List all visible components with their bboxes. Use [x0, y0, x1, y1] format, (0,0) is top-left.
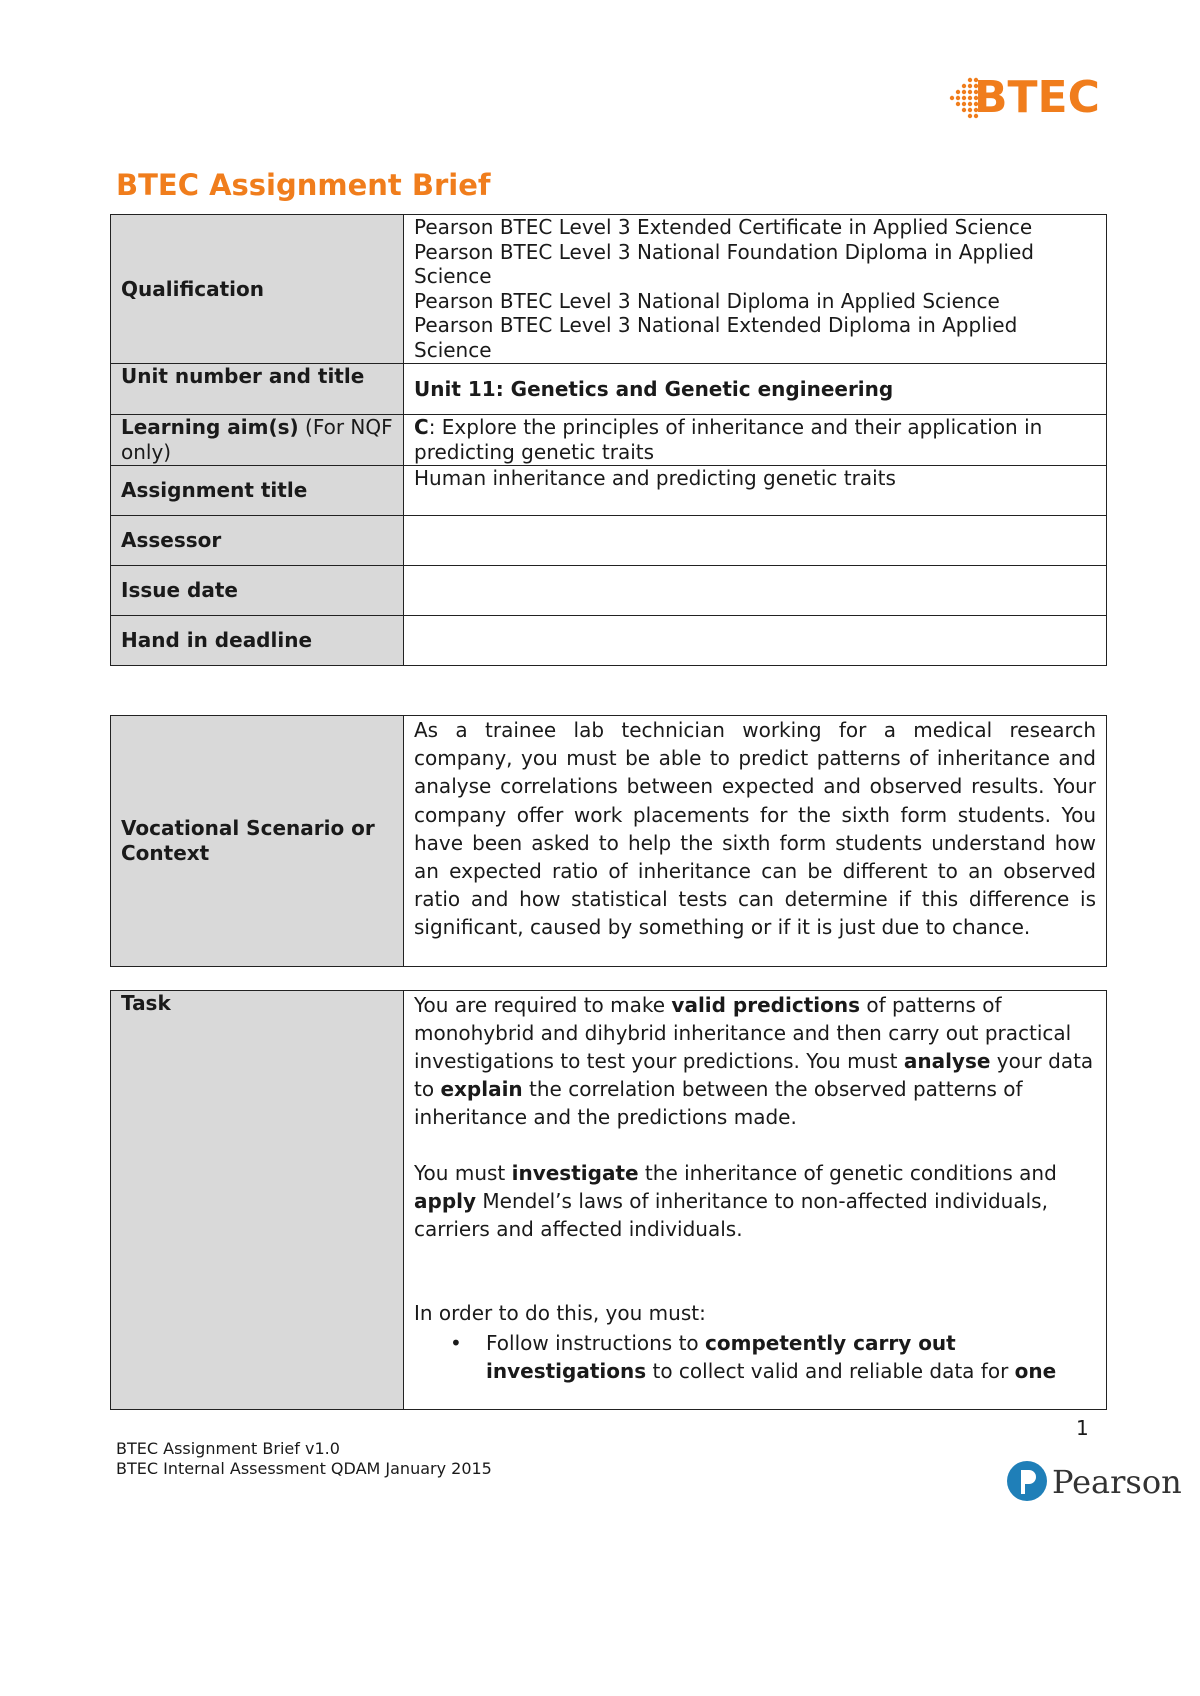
qualification-line: Pearson BTEC Level 3 National Foundation Diploma in Applied Science — [414, 239, 1034, 288]
task-p2-text: You must — [414, 1161, 512, 1185]
spacer — [414, 1243, 1096, 1299]
btec-logo — [948, 72, 1100, 124]
row-task — [111, 991, 1107, 1410]
row-assignment-title — [111, 466, 1107, 516]
scenario-text: As a trainee lab technician working for a medical research company, you must be able to predict patterns of inheritance and analyse correlations between expected and observed results. Your company offer work placements for the sixth form students. You have been asked to help the sixth form students understand how an expected ratio of inheritance can be different to an observed ratio and how statistical tests can determine if this difference is significant, caused by something or if it is just due to chance. — [404, 716, 1107, 967]
assessor-label: Assessor — [111, 516, 404, 566]
task-p1-text: the correlation between the observed patterns of inheritance and the predictions made. — [414, 1077, 1023, 1129]
brief-details-table — [110, 214, 1107, 666]
row-assessor — [111, 516, 1107, 566]
task-bullet-list — [414, 1329, 1096, 1385]
row-issue-date — [111, 566, 1107, 616]
task-bullet-text: Follow instructions to — [486, 1331, 706, 1355]
qualification-line: Pearson BTEC Level 3 National Diploma in Applied Science — [414, 288, 1000, 313]
task-content — [404, 991, 1107, 1410]
task-p1-bold: analyse — [903, 1049, 991, 1073]
task-bullet-bold: one — [1014, 1359, 1057, 1383]
learning-aim-label — [111, 415, 404, 466]
scenario-label: Vocational Scenario or Context — [111, 716, 404, 967]
spacer — [414, 1131, 1096, 1159]
deadline-value — [404, 616, 1107, 666]
task-p2-bold: apply — [414, 1189, 477, 1213]
row-unit — [111, 364, 1107, 415]
assignment-title-label: Assignment title — [111, 466, 404, 516]
learning-aim-code: C — [414, 415, 429, 439]
pearson-logo — [1006, 1458, 1182, 1508]
task-p2-text: the inheritance of genetic conditions and — [638, 1161, 1057, 1185]
task-p2-text: Mendel’s laws of inheritance to non-affected individuals, carriers and affected individuals. — [414, 1189, 1048, 1241]
qualification-label: Qualification — [111, 215, 404, 364]
learning-aim-value — [404, 415, 1107, 466]
qualification-line: Pearson BTEC Level 3 National Extended Diploma in Applied Science — [414, 313, 1018, 362]
qualification-line: Pearson BTEC Level 3 Extended Certificate in Applied Science — [414, 215, 1033, 239]
task-bullet-text: to collect valid and reliable data for — [646, 1359, 1015, 1383]
task-bullet-bold: competently carry out investigations — [486, 1331, 956, 1383]
row-deadline — [111, 616, 1107, 666]
btec-logo-text: BTEC — [974, 72, 1100, 123]
pearson-p-icon — [1006, 1458, 1048, 1504]
task-p1-text: You are required to make — [414, 993, 672, 1017]
scenario-table — [110, 715, 1107, 967]
deadline-label: Hand in deadline — [111, 616, 404, 666]
task-bullet-item — [486, 1329, 1096, 1385]
row-learning-aim — [111, 415, 1107, 466]
task-label: Task — [111, 991, 404, 1410]
learning-aim-text: : Explore the principles of inheritance and their application in predicting genetic traits — [414, 415, 1043, 464]
row-scenario — [111, 716, 1107, 967]
task-p1-text: your data to — [414, 1049, 1094, 1101]
task-paragraph-2 — [414, 1159, 1096, 1243]
issue-date-label: Issue date — [111, 566, 404, 616]
task-p1-bold: valid predictions — [671, 993, 860, 1017]
unit-value: Unit 11: Genetics and Genetic engineering — [404, 364, 1107, 415]
issue-date-value — [404, 566, 1107, 616]
qualification-value — [404, 215, 1107, 364]
task-p1-text: of patterns of monohybrid and dihybrid inheritance and then carry out practical investigations to test your predictions. You must — [414, 993, 1072, 1073]
page-number: 1 — [1076, 1416, 1089, 1440]
assignment-title-value: Human inheritance and predicting genetic traits — [404, 466, 1107, 516]
task-paragraph-3: In order to do this, you must: — [414, 1301, 706, 1325]
page-title: BTEC Assignment Brief — [116, 168, 491, 202]
row-qualification — [111, 215, 1107, 364]
task-table — [110, 990, 1107, 1410]
task-p2-bold: investigate — [511, 1161, 639, 1185]
pearson-logo-text: Pearson — [1052, 1463, 1182, 1501]
assessor-value — [404, 516, 1107, 566]
task-paragraph-1 — [414, 991, 1096, 1131]
task-p1-bold: explain — [440, 1077, 523, 1101]
learning-aim-label-note: (For NQF only) — [121, 415, 393, 464]
footer-line-1: BTEC Assignment Brief v1.0 — [116, 1439, 340, 1458]
learning-aim-label-bold: Learning aim(s) — [121, 415, 299, 439]
unit-label: Unit number and title — [111, 364, 404, 415]
footer-line-2: BTEC Internal Assessment QDAM January 2015 — [116, 1459, 492, 1478]
